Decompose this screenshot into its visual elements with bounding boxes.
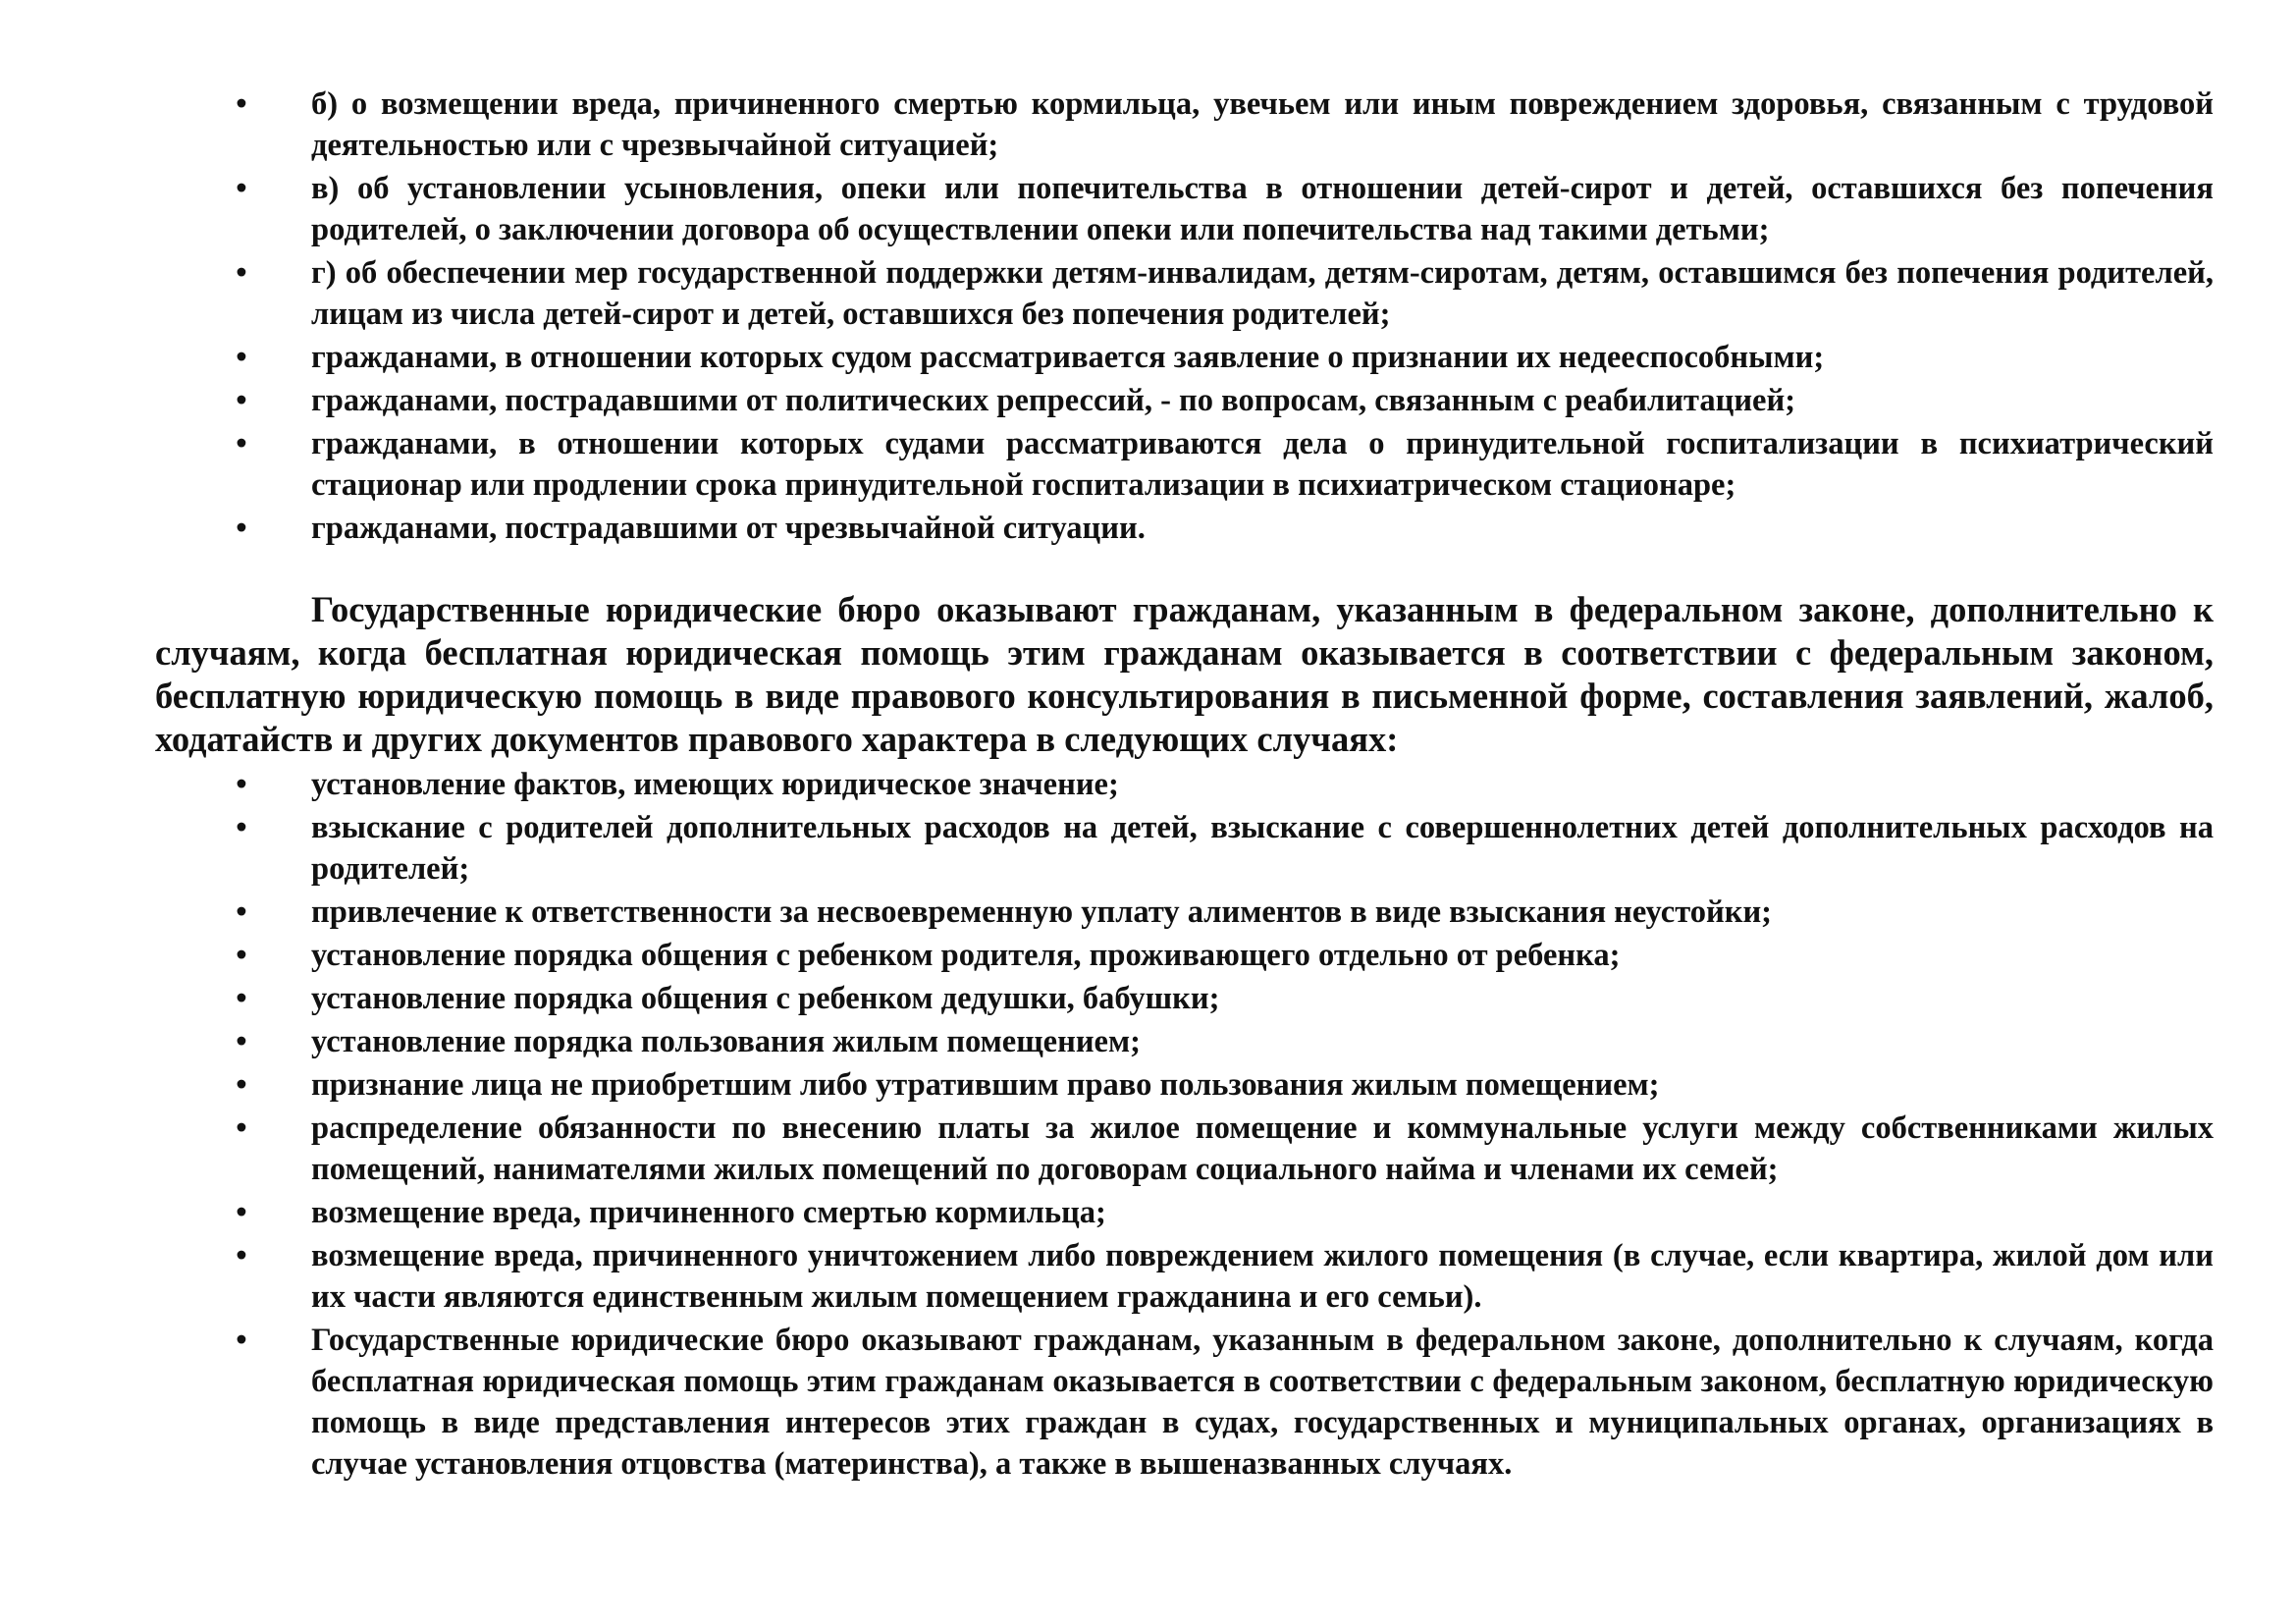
list-item (0, 508, 2214, 549)
bullet-icon: • (236, 1195, 247, 1230)
bullet-icon: • (236, 1067, 247, 1103)
list-item (0, 1021, 2214, 1062)
bullet-icon: • (236, 894, 247, 930)
list-item (0, 252, 2214, 335)
bullet-icon: • (236, 171, 247, 206)
list-item (0, 1108, 2214, 1190)
list-item-text: установление фактов, имеющих юридическое значение; (311, 767, 1119, 802)
list-item (0, 337, 2214, 378)
bullet-list-top (0, 83, 2296, 551)
list-item (0, 83, 2214, 166)
list-item-text: установление порядка общения с ребенком дедушки, бабушки; (311, 981, 1220, 1016)
list-item (0, 1192, 2214, 1233)
list-item-text: взыскание с родителей дополнительных расходов на детей, взыскание с совершеннолетних детей дополнительных расходов на родителей; (311, 810, 2214, 887)
list-item-text: признание лица не приобретшим либо утратившим право пользования жилым помещением; (311, 1067, 1660, 1103)
list-item (0, 978, 2214, 1019)
bullet-icon: • (236, 1323, 247, 1358)
list-item (0, 168, 2214, 250)
list-item-text: распределение обязанности по внесению платы за жилое помещение и коммунальные услуги между собственниками жилых помещений, нанимателями жилых помещений по договорам социального найма и членами их семей; (311, 1110, 2214, 1187)
list-item-text: привлечение к ответственности за несвоевременную уплату алиментов в виде взыскания неустойки; (311, 894, 1772, 930)
list-item-text: установление порядка пользования жилым помещением; (311, 1024, 1141, 1059)
list-item-text: Государственные юридические бюро оказывают гражданам, указанным в федеральном законе, дополнительно к случаям, когда бесплатная юридическая помощь этим гражданам оказывается в соответствии с федеральным законом, бесплатную юридическую помощь в виде представления интересов этих граждан в судах, государственных и муниципальных органах, организациях в случае установления отцовства (материнства), а также в вышеназванных случаях. (311, 1323, 2214, 1482)
bullet-icon: • (236, 340, 247, 375)
list-item-text: гражданами, пострадавшими от политических репрессий, - по вопросам, связанным с реабилитацией; (311, 383, 1796, 418)
list-item-text: гражданами, в отношении которых судами рассматриваются дела о принудительной госпитализации в психиатрический стационар или продлении срока принудительной госпитализации в психиатрическом стационаре; (311, 426, 2214, 503)
bullet-icon: • (236, 1024, 247, 1059)
list-item-text: в) об установлении усыновления, опеки или попечительства в отношении детей-сирот и детей, оставшихся без попечения родителей, о заключении договора об осуществлении опеки или попечительства над такими детьми; (311, 171, 2214, 247)
list-item-text: установление порядка общения с ребенком родителя, проживающего отдельно от ребенка; (311, 938, 1621, 973)
bullet-icon: • (236, 810, 247, 845)
bullet-icon: • (236, 255, 247, 291)
bullet-icon: • (236, 383, 247, 418)
list-item-text: б) о возмещении вреда, причиненного смертью кормильца, увечьем или иным повреждением здоровья, связанным с трудовой деятельностью или с чрезвычайной ситуацией; (311, 86, 2214, 163)
bullet-icon: • (236, 767, 247, 802)
bullet-icon: • (236, 426, 247, 461)
bullet-icon: • (236, 86, 247, 122)
list-item-text: гражданами, в отношении которых судом рассматривается заявление о признании их недееспособными; (311, 340, 1825, 375)
list-item (0, 1235, 2214, 1318)
body-paragraph: Государственные юридические бюро оказывают гражданам, указанным в федеральном законе, дополнительно к случаям, когда бесплатная юридическая помощь этим гражданам оказывается в соответствии с федеральным законом, бесплатную юридическую помощь в виде правового консультирования в письменной форме, составления заявлений, жалоб, ходатайств и других документов правового характера в следующих случаях: (155, 589, 2214, 759)
bullet-icon: • (236, 981, 247, 1016)
list-item-text: гражданами, пострадавшими от чрезвычайной ситуации. (311, 511, 1146, 546)
list-item-text: г) об обеспечении мер государственной поддержки детям-инвалидам, детям-сиротам, детям, оставшимся без попечения родителей, лицам из числа детей-сирот и детей, оставшихся без попечения родителей; (311, 255, 2214, 332)
list-item (0, 807, 2214, 890)
bullet-icon: • (236, 1110, 247, 1146)
list-item (0, 892, 2214, 933)
list-item-text: возмещение вреда, причиненного смертью кормильца; (311, 1195, 1106, 1230)
list-item (0, 935, 2214, 976)
list-item (0, 764, 2214, 805)
bullet-list-bottom (0, 764, 2296, 1487)
list-item (0, 423, 2214, 506)
list-item (0, 380, 2214, 421)
bullet-icon: • (236, 511, 247, 546)
bullet-icon: • (236, 938, 247, 973)
list-item-text: возмещение вреда, причиненного уничтожением либо повреждением жилого помещения (в случае, если квартира, жилой дом или их части являются единственным жилым помещением гражданина и его семьи). (311, 1238, 2214, 1315)
list-item (0, 1064, 2214, 1106)
bullet-icon: • (236, 1238, 247, 1273)
list-item (0, 1320, 2214, 1485)
